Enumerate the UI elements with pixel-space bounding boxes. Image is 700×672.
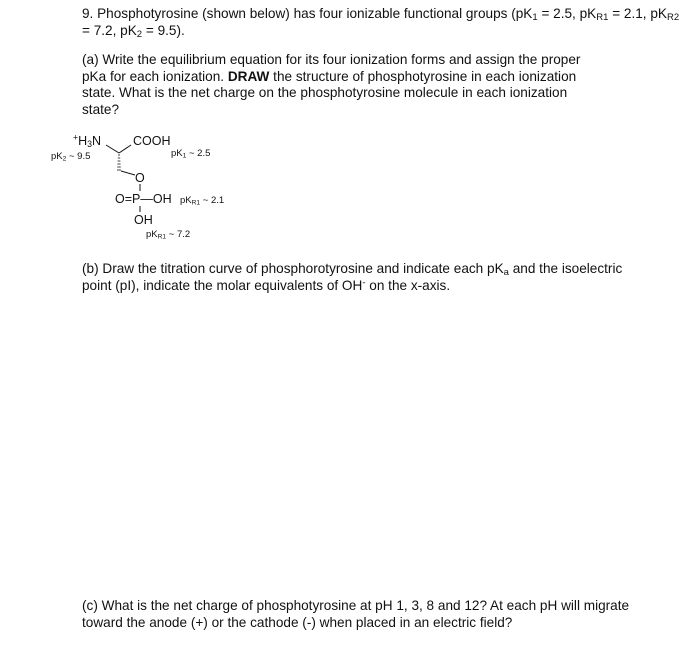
amine-group: $^+H_3N$ <box>73 132 102 149</box>
pkr1-label: $pK_{R1}$ ~ 2.1 <box>180 195 225 207</box>
question-c: (c) What is the net charge of phosphotyrosine at pH 1, 3, 8 and 12? At each pH will migrate toward the anode (+) or the cathode (-) when placed in an electric field? <box>82 598 630 630</box>
pkr-second-label: $pK_{R1}$ ~ 7.2 <box>146 229 191 241</box>
question-b: (b) Draw the titration curve of phosphorotyrosine and indicate each $pK_a$ and the isoelectric point (pI), indicate the molar equivalents of OH- on the x-axis. <box>82 261 623 293</box>
carboxyl-group: COOH <box>133 134 171 148</box>
question-9-intro: 9. Phosphotyrosine (shown below) has four ionizable functional groups ($pK_1 = 2.5$, $pK_{R1} = 2.1$, $pK_{R2} = 7.2$, $pK_2 = 9.5$). <box>82 6 680 40</box>
phosphate-hydroxyl: OH <box>134 213 153 227</box>
phenol-oxygen: O <box>135 171 145 185</box>
draw-emphasis: DRAW <box>227 68 270 84</box>
pk1-label: $pK_1$ ~ 2.5 <box>171 148 211 160</box>
phosphate-group: O=P—OH <box>115 192 172 206</box>
pk2-label: $pK_2$ ~ 9.5 <box>51 151 91 163</box>
question-a: (a) Write the equilibrium equation for its four ionization forms and assign the proper pKa for each ionization. DRAW the structure of phosphotyrosine in each ionization state. What is the net charge on the phosphotyrosine molecule in each ionization state? <box>82 52 581 117</box>
